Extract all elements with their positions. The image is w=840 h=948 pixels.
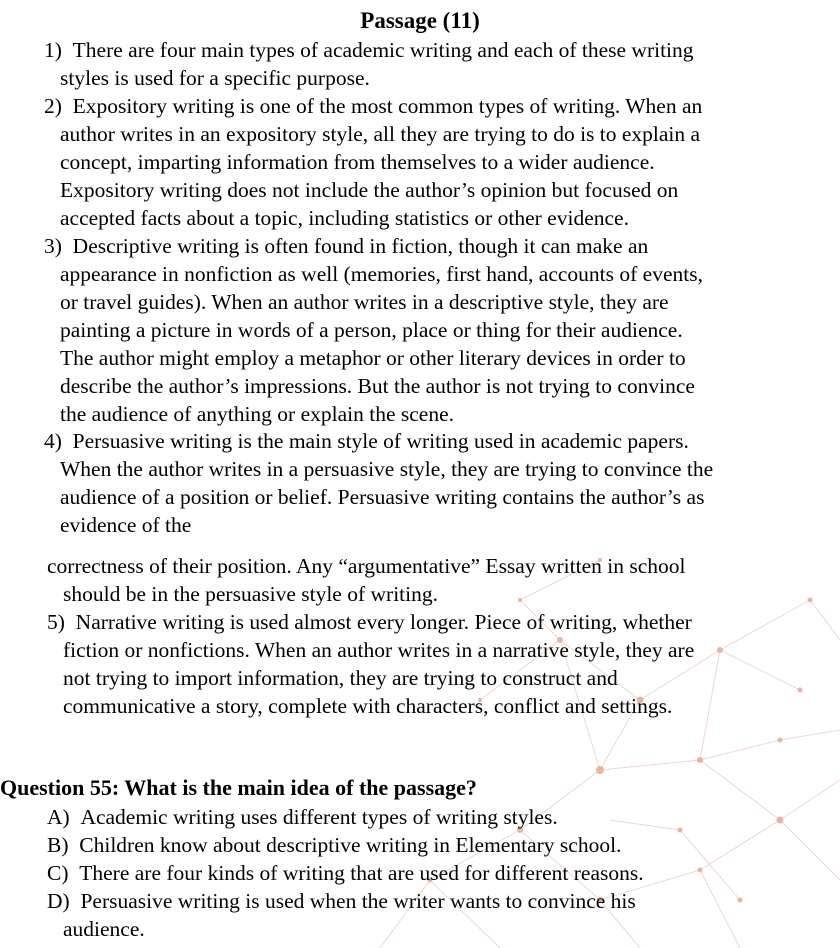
paragraph-line: fiction or nonfictions. When an author writes in a narrative style, they are: [63, 638, 695, 662]
answer-option-b[interactable]: [47, 831, 621, 859]
paragraph-line: describe the author’s impressions. But the author is not trying to convince: [60, 374, 695, 398]
paragraph-line: Expository writing does not include the author’s opinion but focused on: [60, 178, 679, 202]
option-letter: D): [47, 889, 70, 913]
option-text: There are four kinds of writing that are used for different reasons.: [79, 861, 644, 885]
paragraph-number: 2): [44, 94, 62, 118]
paragraph-line: Expository writing is one of the most common types of writing. When an: [72, 94, 703, 118]
option-text: Persuasive writing is used when the writer wants to convince his: [80, 889, 636, 913]
question-title: Question 55: What is the main idea of the passage?: [0, 775, 477, 800]
paragraph-line: appearance in nonfiction as well (memories, first hand, accounts of events,: [60, 262, 703, 286]
paragraph-line: painting a picture in words of a person, place or thing for their audience.: [60, 318, 683, 342]
paragraph-line: correctness of their position. Any “argumentative” Essay written in school: [47, 554, 686, 578]
paragraph-line: concept, imparting information from themselves to a wider audience.: [60, 150, 655, 174]
paragraph-number: 3): [44, 234, 62, 258]
option-text: Children know about descriptive writing in Elementary school.: [79, 833, 622, 857]
paragraph-line: The author might employ a metaphor or other literary devices in order to: [60, 346, 686, 370]
option-letter: C): [47, 861, 69, 885]
option-letter: B): [47, 833, 69, 857]
paragraph-line: not trying to import information, they are trying to construct and: [63, 666, 618, 690]
paragraph-line: or travel guides). When an author writes in a descriptive style, they are: [60, 290, 669, 314]
answer-option-c[interactable]: [47, 859, 644, 887]
paragraph-5: [47, 608, 694, 720]
paragraph-1: [44, 36, 694, 92]
paragraph-line: communicative a story, complete with characters, conflict and settings.: [63, 694, 673, 718]
paragraph-4-continuation: [47, 552, 685, 608]
paragraph-line: should be in the persuasive style of writing.: [63, 582, 438, 606]
paragraph-number: 4): [44, 429, 62, 453]
paragraph-line: evidence of the: [60, 513, 192, 537]
paragraph-number: 1): [44, 38, 62, 62]
paragraph-3: [44, 232, 703, 428]
paragraph-line: Persuasive writing is the main style of writing used in academic papers.: [72, 429, 689, 453]
paragraph-line: audience of a position or belief. Persuasive writing contains the author’s as: [60, 485, 705, 509]
answer-option-d[interactable]: [47, 887, 636, 943]
paragraph-line: the audience of anything or explain the scene.: [60, 402, 455, 426]
option-text: audience.: [63, 917, 145, 941]
paragraph-line: author writes in an expository style, all they are trying to do is to explain a: [60, 122, 701, 146]
passage-title: Passage (11): [360, 8, 480, 33]
paragraph-line: accepted facts about a topic, including statistics or other evidence.: [60, 206, 629, 230]
paragraph-line: Narrative writing is used almost every longer. Piece of writing, whether: [75, 610, 692, 634]
paragraph-line: When the author writes in a persuasive style, they are trying to convince the: [60, 457, 714, 481]
paragraph-4: [44, 427, 713, 539]
answer-option-a[interactable]: [47, 803, 558, 831]
paragraph-number: 5): [47, 610, 65, 634]
paragraph-line: styles is used for a specific purpose.: [60, 66, 370, 90]
paragraph-2: [44, 92, 702, 232]
paragraph-line: Descriptive writing is often found in fiction, though it can make an: [72, 234, 649, 258]
paragraph-line: There are four main types of academic writing and each of these writing: [72, 38, 694, 62]
option-letter: A): [47, 805, 70, 829]
option-text: Academic writing uses different types of writing styles.: [80, 805, 558, 829]
